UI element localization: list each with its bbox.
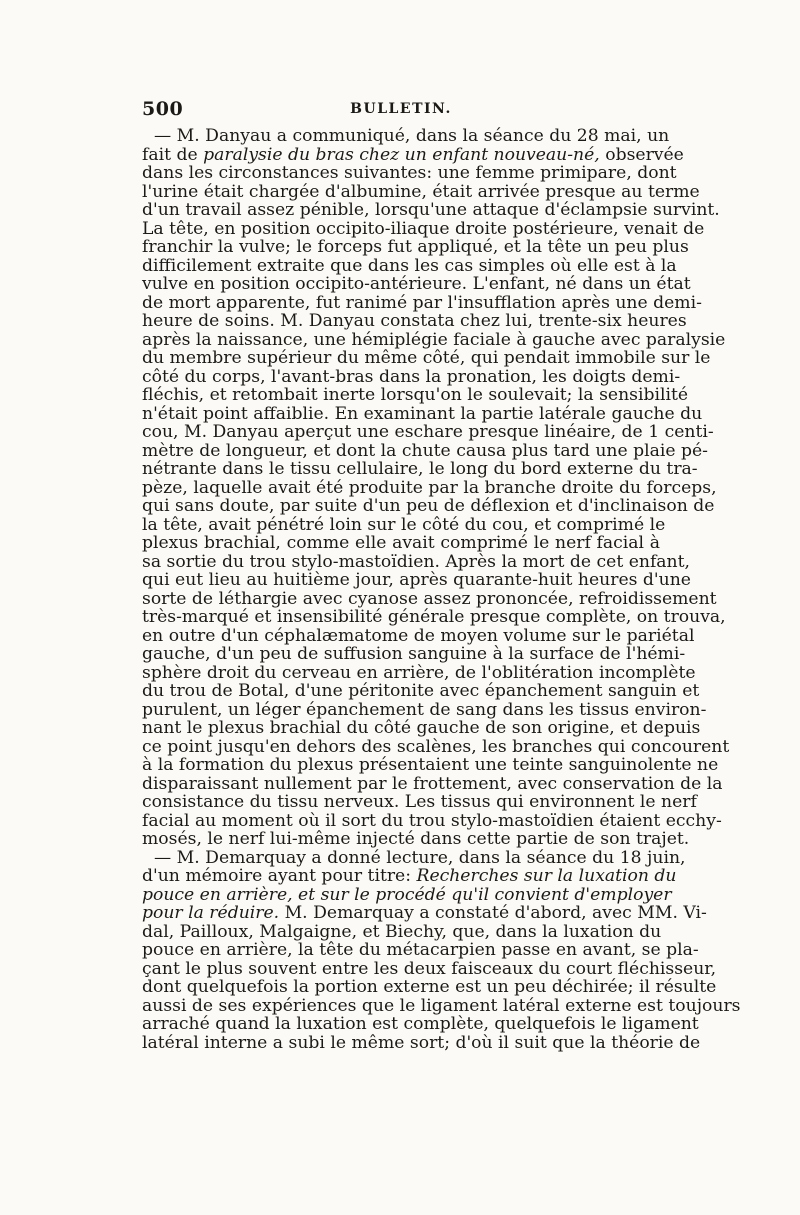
text-line	[142, 459, 698, 479]
text-segment: très-marqué et insensibilité générale presque complète, on trouva,	[142, 607, 726, 627]
text-segment: d'un travail assez pénible, lorsqu'une attaque d'éclampsie survint.	[142, 200, 720, 220]
text-line	[142, 403, 703, 424]
text-segment: latéral interne a subi le même sort; d'où il suit que la théorie de	[142, 1032, 701, 1053]
text-line	[142, 681, 700, 701]
text-line	[142, 551, 690, 572]
text-segment: l'urine était chargée d'albumine, était arrivée presque au terme	[142, 181, 700, 202]
text-segment: de mort apparente, fut ranimé par l'insufflation après une demi-	[142, 292, 702, 313]
text-segment: du trou de Botal, d'une péritonite avec épanchement sanguin et	[142, 681, 700, 701]
text-segment: en outre d'un céphalæmatome de moyen volume sur le pariétal	[142, 625, 695, 646]
text-line	[142, 255, 677, 276]
text-line	[142, 940, 699, 960]
text-line	[142, 1014, 699, 1034]
text-line	[142, 163, 677, 183]
text-segment: n'était point affaiblie. En examinant la partie latérale gauche du	[142, 403, 703, 424]
text-segment: facial au moment où il sort du trou stylo-mastoïdien étaient ecchy-	[142, 810, 722, 831]
text-line	[142, 977, 717, 997]
text-line	[142, 348, 711, 368]
text-segment: nétrante dans le tissu cellulaire, le long du bord externe du tra-	[142, 459, 698, 479]
text-line	[142, 440, 708, 461]
text-line	[142, 274, 691, 294]
text-segment: sa sortie du trou stylo-mastoïdien. Après la mort de cet enfant,	[142, 551, 690, 572]
text-segment: — M. Demarquay a donné lecture, dans la séance du 18 juin,	[154, 847, 686, 868]
text-segment: qui eut lieu au huitième jour, après quarante-huit heures d'une	[142, 570, 691, 590]
text-segment: consistance du tissu nerveux. Les tissus qui environnent le nerf	[142, 792, 697, 812]
italic-text: pouce en arrière, et sur le procédé qu'il convient d'employer	[142, 884, 672, 905]
text-line	[142, 181, 700, 202]
text-line	[142, 126, 670, 146]
text-line	[142, 810, 722, 831]
text-line	[142, 422, 714, 442]
text-segment: difficilement extraite que dans les cas simples où elle est à la	[142, 255, 677, 276]
text-line	[142, 699, 707, 720]
text-segment: disparaissant nullement par le frottement, avec conservation de la	[142, 773, 723, 794]
text-segment: arraché quand la luxation est complète, quelquefois le ligament	[142, 1014, 699, 1034]
text-segment: — M. Danyau a communiqué, dans la séance du 28 mai, un	[154, 126, 670, 146]
text-line	[142, 144, 684, 165]
text-line	[142, 829, 690, 849]
text-segment: mosés, le nerf lui-même injecté dans cette partie de son trajet.	[142, 829, 690, 849]
text-line	[142, 866, 677, 886]
text-segment: ce point jusqu'en dehors des scalènes, les branches qui concourent	[142, 736, 730, 757]
text-segment: sorte de léthargie avec cyanose assez prononcée, refroidissement	[142, 588, 717, 609]
text-line	[142, 958, 717, 979]
text-line	[142, 662, 696, 683]
text-segment: çant le plus souvent entre les deux faisceaux du court fléchisseur,	[142, 958, 717, 979]
text-line	[142, 644, 686, 664]
text-segment: côté du corps, l'avant-bras dans la pronation, les doigts demi-	[142, 366, 681, 387]
text-line	[142, 625, 695, 646]
text-segment: heure de soins. M. Danyau constata chez lui, trente-six heures	[142, 311, 687, 331]
text-line	[142, 773, 723, 794]
text-line	[142, 496, 715, 516]
text-line	[142, 329, 726, 350]
text-segment: pouce en arrière, la tête du métacarpien passe en avant, se pla-	[142, 940, 699, 960]
body-text	[142, 126, 741, 1053]
text-line	[142, 292, 702, 313]
text-line	[142, 218, 705, 239]
text-segment: dans les circonstances suivantes: une femme primipare, dont	[142, 163, 677, 183]
text-line	[142, 237, 689, 257]
italic-text: paralysie du bras chez un enfant nouveau-né,	[203, 144, 600, 165]
text-line	[142, 588, 717, 609]
text-segment: observée	[599, 144, 684, 165]
running-head: BULLETIN.	[350, 101, 452, 117]
text-line	[142, 1032, 701, 1053]
text-segment: du membre supérieur du même côté, qui pendait immobile sur le	[142, 348, 711, 368]
text-line	[142, 847, 686, 868]
text-segment: gauche, d'un peu de suffusion sanguine à la surface de l'hémi-	[142, 644, 686, 664]
text-segment: pèze, laquelle avait été produite par la branche droite du forceps,	[142, 477, 717, 498]
text-segment: sphère droit du cerveau en arrière, de l'oblitération incomplète	[142, 662, 696, 683]
text-segment: fléchis, et retombait inerte lorsqu'on le soulevait; la sensibilité	[142, 385, 689, 405]
text-segment: la tête, avait pénétré loin sur le côté du cou, et comprimé le	[142, 514, 666, 535]
text-segment: fait de	[142, 144, 204, 165]
text-segment: plexus brachial, comme elle avait comprimé le nerf facial à	[142, 533, 660, 553]
text-line	[142, 607, 726, 627]
text-segment: dal, Pailloux, Malgaigne, et Biechy, que, dans la luxation du	[142, 921, 662, 942]
text-segment: à la formation du plexus présentaient une teinte sanguinolente ne	[142, 755, 719, 775]
text-line	[142, 514, 666, 535]
text-segment: mètre de longueur, et dont la chute causa plus tard une plaie pé-	[142, 440, 708, 461]
text-line	[142, 792, 697, 812]
text-segment: aussi de ses expériences que le ligament latéral externe est toujours	[142, 995, 741, 1016]
text-line	[142, 923, 660, 942]
text-segment: qui sans doute, par suite d'un peu de déflexion et d'inclinaison de	[142, 496, 715, 516]
text-line	[142, 884, 672, 905]
text-line	[142, 570, 691, 590]
text-line	[142, 534, 660, 553]
text-segment: vulve en position occipito-antérieure. L'enfant, né dans un état	[142, 274, 691, 294]
text-segment: La tête, en position occipito-iliaque droite postérieure, venait de	[142, 218, 705, 239]
italic-text: pour la réduire.	[142, 903, 280, 923]
text-segment: franchir la vulve; le forceps fut appliqué, et la tête un peu plus	[142, 237, 689, 257]
text-line	[142, 903, 707, 923]
text-line	[142, 718, 701, 738]
text-segment: après la naissance, une hémiplégie faciale à gauche avec paralysie	[142, 329, 726, 350]
page-number: 500	[142, 98, 184, 120]
text-line	[142, 311, 687, 331]
text-line	[142, 736, 730, 757]
text-line	[142, 755, 719, 775]
italic-text: Recherches sur la luxation du	[416, 866, 677, 886]
text-segment: M. Demarquay a constaté d'abord, avec MM. Vi-	[279, 903, 707, 923]
text-segment: cou, M. Danyau aperçut une eschare presque linéaire, de 1 centi-	[142, 422, 714, 442]
text-segment: d'un mémoire ayant pour titre:	[142, 866, 417, 886]
text-segment: purulent, un léger épanchement de sang dans les tissus environ-	[142, 699, 707, 720]
text-segment: nant le plexus brachial du côté gauche de son origine, et depuis	[142, 718, 701, 738]
text-line	[142, 477, 717, 498]
text-line	[142, 995, 741, 1016]
text-line	[142, 385, 689, 405]
text-line	[142, 200, 720, 220]
page-header	[142, 98, 660, 122]
text-line	[142, 366, 681, 387]
text-segment: dont quelquefois la portion externe est un peu déchirée; il résulte	[142, 977, 717, 997]
